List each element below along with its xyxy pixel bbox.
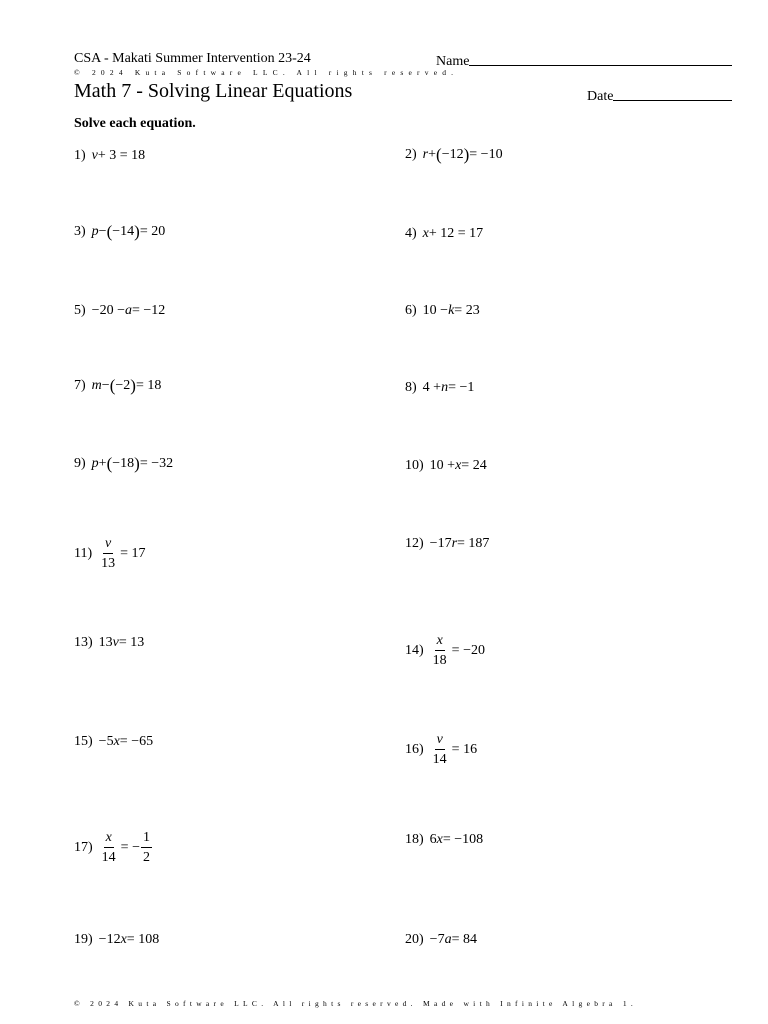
problem-1 (74, 148, 145, 164)
equation: $\frac{x}{14}$ = − $\frac{1}{2}$ (101, 830, 150, 865)
problem-number: 12) (405, 536, 424, 551)
equation: −7 a = 84 (429, 932, 477, 947)
problem-19 (74, 932, 159, 948)
equation: $\frac{x}{18}$ = −20 (432, 633, 485, 668)
equation: 6 x = −108 (429, 832, 484, 847)
copyright-line: © 2024 Kuta Software LLC. All rights reserved. (74, 68, 459, 77)
problem-20 (405, 932, 477, 948)
problem-number: 9) (74, 455, 86, 471)
problem-number: 16) (405, 742, 424, 757)
problem-number: 3) (74, 223, 86, 239)
equation: −12 x = 108 (98, 932, 160, 947)
fraction: $\frac{v}{13}$ (101, 536, 116, 571)
footer-copyright: © 2024 Kuta Software LLC. All rights reserved. Made with Infinite Algebra 1. (74, 999, 638, 1008)
problem-number: 2) (405, 146, 417, 162)
instructions: Solve each equation. (74, 116, 196, 131)
problem-number: 18) (405, 832, 424, 847)
equation: −5 x = −65 (98, 734, 154, 749)
problem-16 (405, 733, 477, 767)
problem-13 (74, 635, 144, 651)
problem-number: 5) (74, 303, 86, 318)
problem-number: 7) (74, 377, 86, 393)
problem-17 (74, 831, 155, 865)
name-field (436, 51, 732, 70)
problem-number: 13) (74, 635, 93, 650)
problem-number: 15) (74, 734, 93, 749)
name-blank-line (469, 51, 732, 66)
problem-7 (74, 377, 161, 394)
problem-9 (74, 455, 173, 472)
problem-3 (74, 223, 165, 240)
equation: 4 + n = −1 (422, 380, 475, 395)
problem-10 (405, 458, 487, 474)
equation: $\frac{v}{14}$ = 16 (432, 732, 478, 767)
equation: −17 r = 187 (429, 536, 490, 551)
equation: m − ( −2 ) = 18 (91, 376, 162, 395)
equation: p − ( −14 ) = 20 (91, 222, 166, 241)
problem-8 (405, 380, 474, 396)
problem-11 (74, 537, 146, 571)
name-label: Name (436, 54, 470, 69)
equation: p + ( −18 ) = −32 (91, 454, 174, 473)
problem-2 (405, 146, 503, 163)
problem-14 (405, 634, 485, 668)
fraction: $\frac{x}{18}$ (432, 633, 447, 668)
date-label: Date (587, 89, 614, 104)
problem-number: 1) (74, 148, 86, 163)
fraction: $\frac{x}{14}$ (101, 830, 116, 865)
problem-number: 6) (405, 303, 417, 318)
problem-15 (74, 734, 153, 750)
date-blank-line (613, 86, 732, 101)
problem-number: 17) (74, 840, 93, 855)
problem-5 (74, 303, 165, 319)
problem-18 (405, 832, 483, 848)
equation: $\frac{v}{13}$ = 17 (101, 536, 146, 571)
equation: r + ( −12 ) = −10 (422, 145, 503, 164)
problem-6 (405, 303, 480, 319)
problem-number: 14) (405, 643, 424, 658)
problem-4 (405, 226, 483, 242)
equation: 13 v = 13 (98, 635, 145, 650)
equation: x + 12 = 17 (422, 226, 484, 241)
worksheet-title: Math 7 - Solving Linear Equations (74, 80, 353, 102)
equation: 10 + x = 24 (429, 458, 487, 473)
problem-number: 20) (405, 932, 424, 947)
fraction: $\frac{1}{2}$ (142, 830, 150, 865)
equation: 10 − k = 23 (422, 303, 480, 318)
worksheet-school-header: CSA - Makati Summer Intervention 23-24 (74, 51, 311, 66)
date-field (587, 86, 732, 105)
equation: −20 − a = −12 (91, 303, 166, 318)
problem-12 (405, 536, 489, 552)
problem-number: 8) (405, 380, 417, 395)
problem-number: 19) (74, 932, 93, 947)
fraction: $\frac{v}{14}$ (432, 732, 447, 767)
problem-number: 11) (74, 546, 93, 561)
problem-number: 10) (405, 458, 424, 473)
equation: v + 3 = 18 (91, 148, 146, 163)
problem-number: 4) (405, 226, 417, 241)
